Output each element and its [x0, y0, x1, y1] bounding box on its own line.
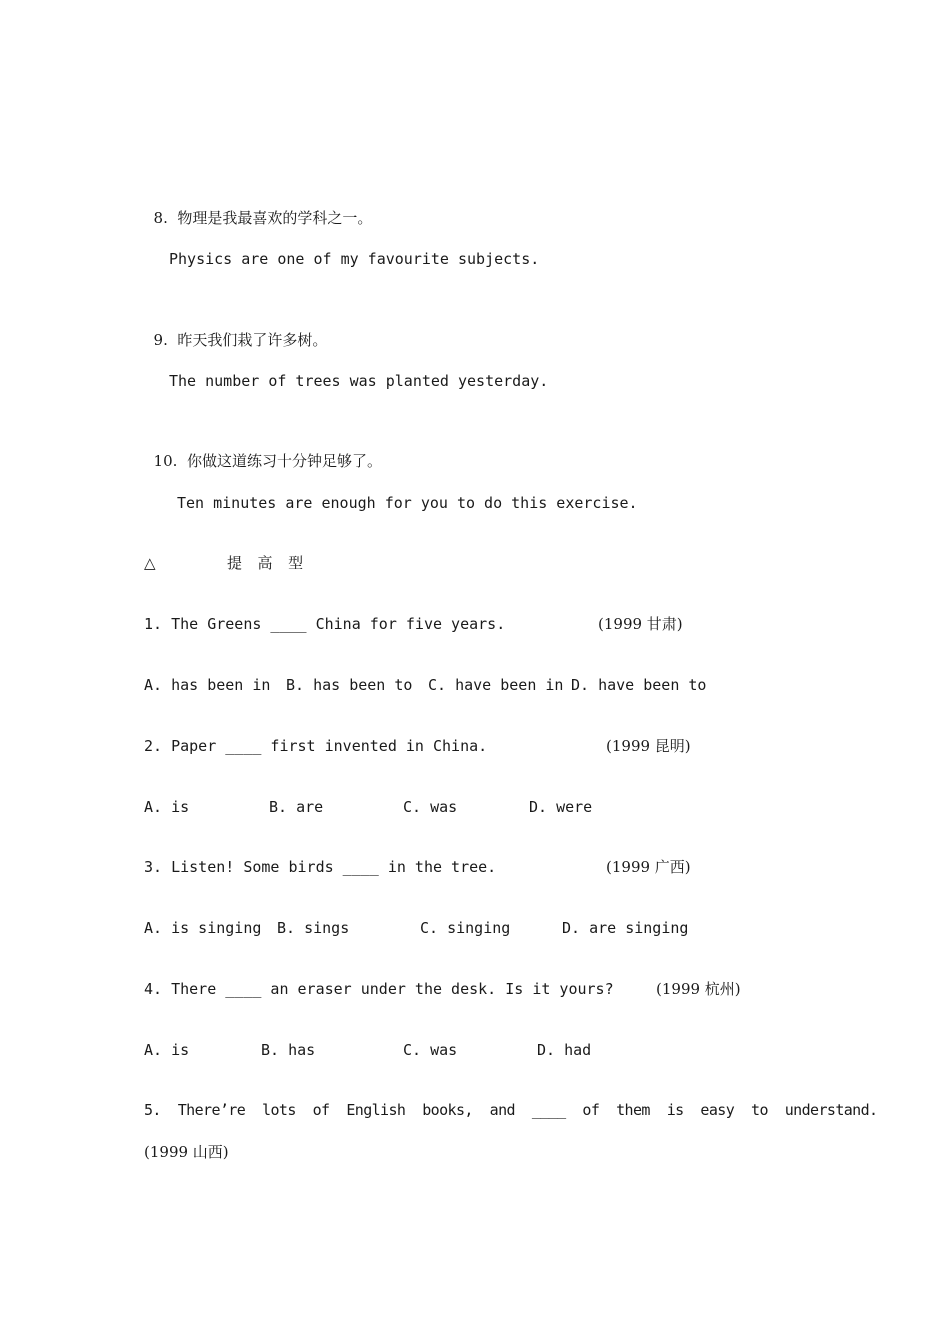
question-3-option-d: D. are singing	[562, 919, 689, 937]
question-2-option-b: B. are	[269, 798, 324, 816]
question-4-option-b: B. has	[261, 1041, 316, 1059]
chinese-sentence: 昨天我们栽了许多树。	[177, 331, 328, 349]
question-4-option-c: C. was	[403, 1041, 458, 1059]
question-4-stem: 4. There ____ an eraser under the desk. Is it yours?	[144, 980, 614, 998]
section-title: 提 高 型	[227, 554, 306, 572]
question-1-option-d: D. have been to	[571, 676, 707, 694]
item-number: 9.	[153, 331, 168, 349]
question-2-stem: 2. Paper ____ first invented in China.	[144, 737, 488, 755]
translation-9-chinese	[144, 310, 327, 350]
question-1-option-a: A. has been in	[144, 676, 271, 694]
question-4-source: (1999 杭州)	[656, 980, 741, 998]
question-3-source: (1999 广西)	[606, 858, 691, 876]
chinese-sentence: 物理是我最喜欢的学科之一。	[177, 209, 373, 227]
item-number: 8.	[153, 209, 168, 227]
translation-10-english: Ten minutes are enough for you to do this exercise.	[177, 494, 638, 512]
question-2-option-c: C. was	[403, 798, 458, 816]
question-1-source: (1999 甘肃)	[598, 615, 683, 633]
translation-8-chinese	[144, 188, 372, 228]
question-5-stem: 5. There’re lots of English books, and ____ of them is easy to understand.	[144, 1101, 878, 1119]
question-1-option-b: B. has been to	[286, 676, 413, 694]
question-2-option-a: A. is	[144, 798, 190, 816]
question-4-option-d: D. had	[537, 1041, 592, 1059]
question-3-stem: 3. Listen! Some birds ____ in the tree.	[144, 858, 497, 876]
translation-8-english: Physics are one of my favourite subjects.	[169, 250, 540, 268]
question-3-option-c: C. singing	[420, 919, 511, 937]
chinese-sentence: 你做这道练习十分钟足够了。	[186, 452, 382, 470]
question-4-option-a: A. is	[144, 1041, 190, 1059]
question-2-source: (1999 昆明)	[606, 737, 691, 755]
question-3-option-b: B. sings	[277, 919, 350, 937]
translation-9-english: The number of trees was planted yesterday.	[169, 372, 549, 390]
question-3-option-a: A. is singing	[144, 919, 262, 937]
question-1-stem: 1. The Greens ____ China for five years.	[144, 615, 506, 633]
section-symbol: △	[144, 554, 156, 572]
translation-10-chinese	[144, 431, 382, 471]
question-5-source: (1999 山西)	[144, 1143, 229, 1161]
item-number: 10.	[153, 452, 178, 470]
question-2-option-d: D. were	[529, 798, 593, 816]
question-1-option-c: C. have been in	[428, 676, 564, 694]
